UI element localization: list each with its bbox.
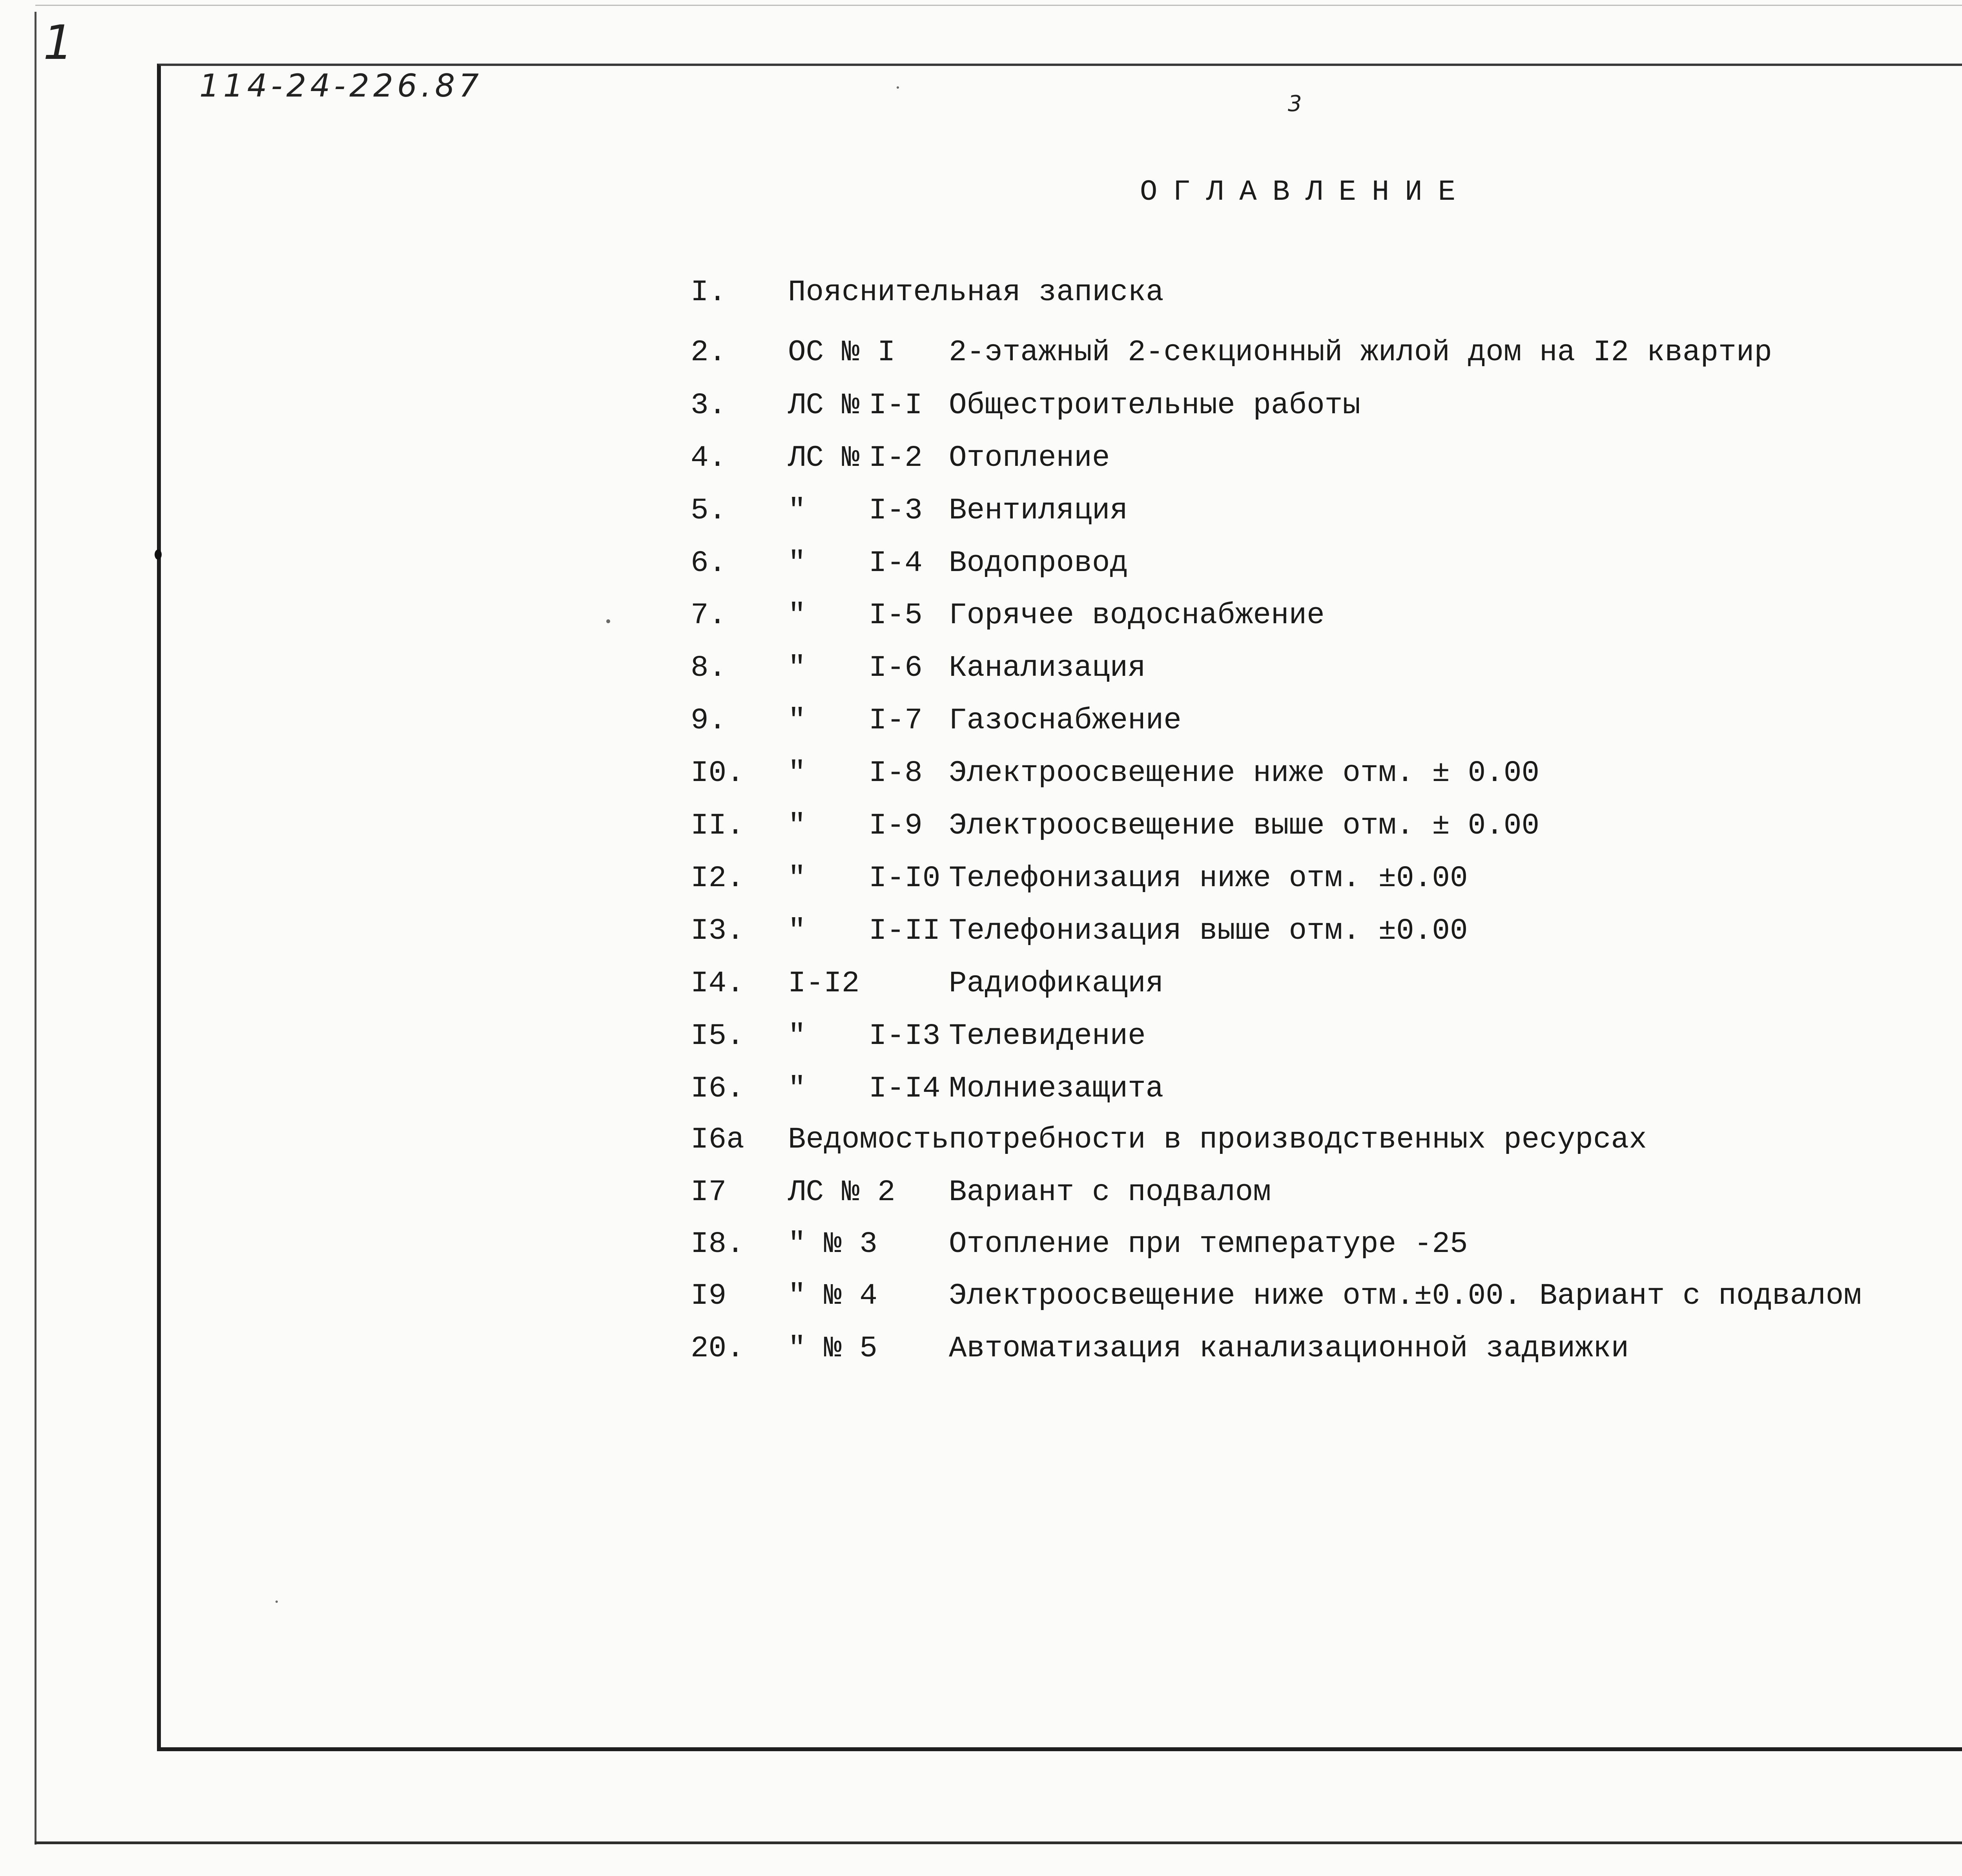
row-number: I. — [691, 276, 727, 309]
row-document: " — [788, 704, 806, 737]
row-number: I4. — [691, 967, 744, 1000]
toc-row — [0, 333, 1962, 380]
document-code: 114-24-226.87 — [199, 68, 483, 104]
row-section: I-II — [869, 914, 941, 948]
row-document: I-I2 — [788, 967, 860, 1000]
row-title: Электроосвещение ниже отм. ± 0.00 — [949, 756, 1540, 790]
row-section: I-3 — [869, 494, 923, 527]
row-number: 5. — [691, 494, 727, 527]
row-section: I-7 — [869, 704, 923, 737]
scan-speck — [275, 1600, 278, 1603]
toc-heading: ОГЛАВЛЕНИЕ — [1140, 176, 1472, 209]
toc-row — [0, 1173, 1962, 1220]
row-title: Радиофикация — [949, 967, 1164, 1000]
toc-row — [0, 701, 1962, 748]
row-number: 20. — [691, 1332, 744, 1365]
row-title: Отопление при температуре -25 — [949, 1227, 1468, 1261]
toc-row — [0, 438, 1962, 485]
toc-row — [0, 648, 1962, 695]
toc-row — [0, 1276, 1962, 1323]
row-number: I0. — [691, 756, 744, 790]
scan-border-top — [35, 5, 1962, 6]
row-title: Телефонизация выше отм. ±0.00 — [949, 914, 1468, 948]
row-number: 2. — [691, 336, 727, 369]
toc-row — [0, 1120, 1962, 1167]
row-section: I-I0 — [869, 861, 941, 895]
row-number: I7 — [691, 1175, 727, 1209]
row-document: ЛС № 2 — [788, 1175, 895, 1209]
scan-speck — [897, 86, 899, 89]
row-number: 4. — [691, 441, 727, 475]
row-section: I-9 — [869, 809, 923, 843]
row-number: I8. — [691, 1227, 744, 1261]
row-document: " — [788, 1019, 806, 1053]
row-document: ОС № I — [788, 336, 895, 369]
row-document: " — [788, 809, 806, 843]
row-title: Электроосвещение ниже отм.±0.00. Вариант с подвалом — [949, 1279, 1862, 1313]
toc-row — [0, 911, 1962, 958]
row-document: Пояснительная записка — [788, 276, 1164, 309]
row-document: " — [788, 599, 806, 632]
row-number: I3. — [691, 914, 744, 948]
toc-row — [0, 273, 1962, 320]
row-number: I5. — [691, 1019, 744, 1053]
row-section: I-I — [869, 389, 923, 422]
toc-row — [0, 596, 1962, 643]
row-section: I-2 — [869, 441, 923, 475]
row-document: " № 5 — [788, 1332, 878, 1365]
row-section: I-I3 — [869, 1019, 941, 1053]
row-document: " — [788, 651, 806, 685]
row-document: " № 3 — [788, 1227, 878, 1261]
row-document: " — [788, 861, 806, 895]
row-number: 6. — [691, 546, 727, 580]
toc-row — [0, 1329, 1962, 1376]
row-title: Автоматизация канализационной задвижки — [949, 1332, 1629, 1365]
row-title: Общестроительные работы — [949, 389, 1360, 422]
row-title: Молниезащита — [949, 1072, 1164, 1106]
toc-row — [0, 1225, 1962, 1272]
row-title: потребности в производственных ресурсах — [949, 1123, 1647, 1157]
page-number: 3 — [1288, 91, 1302, 117]
toc-row — [0, 754, 1962, 801]
row-section: I-5 — [869, 599, 923, 632]
toc-row — [0, 859, 1962, 906]
toc-row — [0, 386, 1962, 433]
row-title: Вариант с подвалом — [949, 1175, 1271, 1209]
row-number: 8. — [691, 651, 727, 685]
row-title: Водопровод — [949, 546, 1128, 580]
toc-row — [0, 544, 1962, 591]
row-title: Газоснабжение — [949, 704, 1182, 737]
row-section: I-6 — [869, 651, 923, 685]
row-title: Канализация — [949, 651, 1146, 685]
row-document: " — [788, 914, 806, 948]
row-document: " — [788, 1072, 806, 1106]
row-document: " — [788, 546, 806, 580]
row-number: I9 — [691, 1279, 727, 1313]
toc-row — [0, 964, 1962, 1011]
row-number: II. — [691, 809, 744, 843]
row-number: I6. — [691, 1072, 744, 1106]
row-number: 7. — [691, 599, 727, 632]
sheet-number-handwritten: 1 — [43, 16, 73, 70]
row-title: Отопление — [949, 441, 1110, 475]
row-document: " № 4 — [788, 1279, 878, 1313]
row-section: I-I4 — [869, 1072, 941, 1106]
row-title: Телефонизация ниже отм. ±0.00 — [949, 861, 1468, 895]
toc-row — [0, 1069, 1962, 1116]
row-number: 9. — [691, 704, 727, 737]
scan-speck — [606, 619, 610, 623]
row-document: " — [788, 756, 806, 790]
toc-row — [0, 491, 1962, 538]
row-title: Вентиляция — [949, 494, 1128, 527]
row-section: I-8 — [869, 756, 923, 790]
row-document: Ведомость — [788, 1123, 949, 1157]
row-title: Телевидение — [949, 1019, 1146, 1053]
row-section: I-4 — [869, 546, 923, 580]
row-title: 2-этажный 2-секционный жилой дом на I2 квартир — [949, 336, 1772, 369]
row-title: Горячее водоснабжение — [949, 599, 1325, 632]
row-document: ЛС № — [788, 441, 860, 475]
row-document: " — [788, 494, 806, 527]
row-number: I2. — [691, 861, 744, 895]
toc-row — [0, 806, 1962, 853]
row-number: I6а — [691, 1123, 744, 1157]
row-number: 3. — [691, 389, 727, 422]
row-document: ЛС № — [788, 389, 860, 422]
row-title: Электроосвещение выше отм. ± 0.00 — [949, 809, 1540, 843]
scan-border-bottom — [35, 1841, 1962, 1844]
toc-row — [0, 1016, 1962, 1064]
